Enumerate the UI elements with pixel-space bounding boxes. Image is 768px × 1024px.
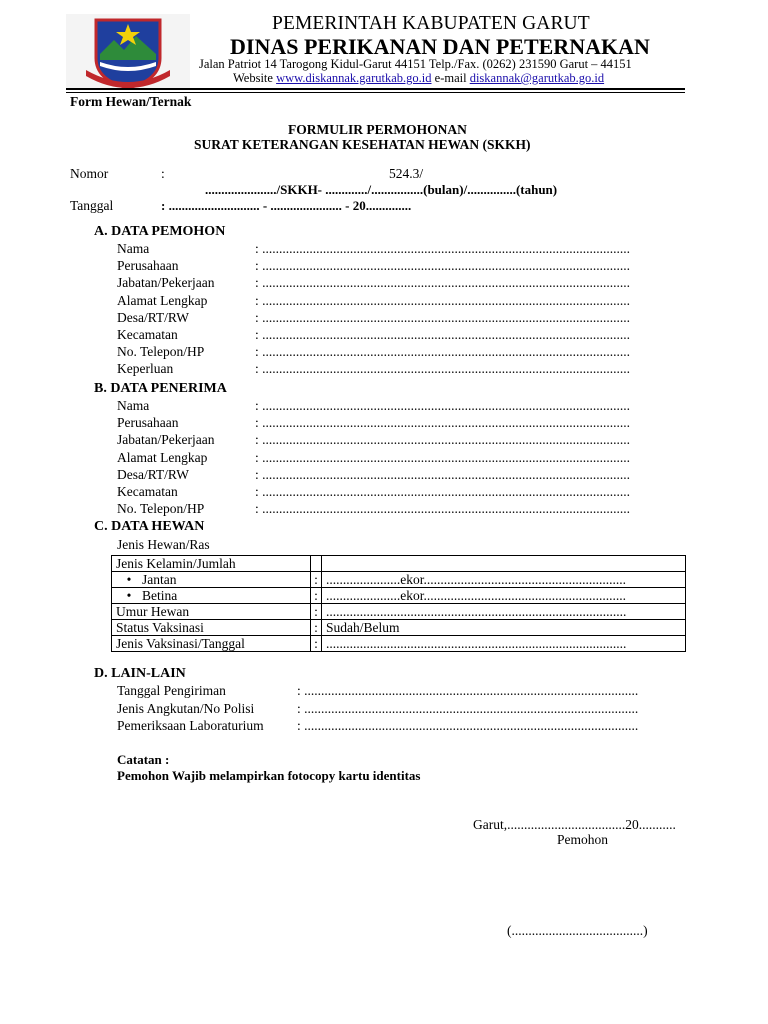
penerima-field-input[interactable]: : .............................................................................................................: [255, 449, 631, 465]
penerima-field-label: Nama: [117, 398, 150, 413]
penerima-field-label: Perusahaan: [117, 415, 179, 431]
pemohon-field-label: Desa/RT/RW: [117, 309, 189, 325]
table-row: [112, 636, 686, 652]
table-cell-label: Umur Hewan: [112, 604, 311, 620]
pemohon-field-label: Nama: [117, 241, 150, 256]
penerima-field-label: Desa/RT/RW: [117, 466, 189, 482]
penerima-field-label: Alamat Lengkap: [117, 449, 208, 465]
section-b-title: B. DATA PENERIMA: [94, 381, 227, 396]
pemohon-field-input[interactable]: : .............................................................................................................: [255, 258, 631, 274]
lain-field-input[interactable]: : ...................................................................................................: [297, 718, 639, 733]
pemohon-field-input[interactable]: : .............................................................................................................: [255, 309, 631, 325]
email-link[interactable]: diskannak@garutkab.go.id: [469, 71, 605, 85]
pemohon-field-input[interactable]: : .............................................................................................................: [255, 241, 631, 256]
pemohon-field-input[interactable]: : .............................................................................................................: [255, 327, 631, 342]
pemohon-field-input[interactable]: : .............................................................................................................: [255, 292, 631, 308]
table-cell-colon: :: [311, 604, 322, 620]
umur-hewan-field[interactable]: .........................................................................................: [322, 604, 686, 620]
table-row: [112, 604, 686, 620]
header-address: Jalan Patriot 14 Tarogong Kidul-Garut 44151 Telp./Fax. (0262) 231590 Garut – 44151: [199, 57, 632, 71]
table-cell-colon: :: [311, 636, 322, 652]
table-row: [112, 556, 686, 572]
penerima-field-label: Kecamatan: [117, 484, 178, 499]
table-row: [112, 572, 686, 588]
section-d-title: D. LAIN-LAIN: [94, 666, 186, 681]
garut-emblem-icon: [66, 14, 190, 90]
jenis-vaksinasi-field[interactable]: .........................................................................................: [322, 636, 686, 652]
tanggal-label: Tanggal: [70, 198, 114, 213]
bullet-icon: •: [126, 588, 132, 603]
lain-field-input[interactable]: : ...................................................................................................: [297, 683, 639, 698]
tanggal-field[interactable]: : ............................ - ...................... - 20..............: [161, 198, 412, 213]
penerima-field-input[interactable]: : .............................................................................................................: [255, 398, 631, 413]
header-department-name: DINAS PERIKANAN DAN PETERNAKAN: [230, 34, 650, 59]
animal-data-table: [111, 555, 686, 652]
penerima-field-input[interactable]: : .............................................................................................................: [255, 466, 631, 482]
signature-name-line[interactable]: (.......................................): [507, 923, 648, 938]
website-label: Website: [233, 71, 273, 85]
table-cell-value[interactable]: [322, 556, 686, 572]
penerima-field-input[interactable]: : .............................................................................................................: [255, 432, 631, 448]
jenis-hewan-label: Jenis Hewan/Ras: [117, 537, 210, 552]
header-government-name: PEMERINTAH KABUPATEN GARUT: [272, 13, 590, 34]
penerima-field-input[interactable]: : .............................................................................................................: [255, 501, 631, 517]
lain-field-label: Jenis Angkutan/No Polisi: [117, 700, 255, 716]
penerima-field-input[interactable]: : .............................................................................................................: [255, 415, 631, 431]
note-label: Catatan :: [117, 752, 170, 767]
penerima-field-input[interactable]: : .............................................................................................................: [255, 484, 631, 499]
section-c-title: C. DATA HEWAN: [94, 519, 205, 534]
jantan-count-field[interactable]: ......................ekor............................................................: [322, 572, 686, 588]
table-cell-label: Jenis Kelamin/Jumlah: [112, 556, 311, 572]
table-cell-label: Betina: [142, 588, 178, 603]
signature-place-date[interactable]: Garut,...................................20...........: [473, 817, 676, 832]
note-text: Pemohon Wajib melampirkan fotocopy kartu identitas: [117, 768, 421, 783]
pemohon-field-input[interactable]: : .............................................................................................................: [255, 361, 631, 377]
nomor-colon: :: [161, 166, 165, 181]
table-cell-label: Jantan: [142, 572, 177, 587]
signature-role: Pemohon: [557, 832, 609, 847]
bullet-icon: •: [126, 572, 132, 587]
nomor-code: 524.3/: [389, 166, 424, 181]
penerima-field-label: Jabatan/Pekerjaan: [117, 432, 215, 448]
form-type-label: Form Hewan/Ternak: [70, 94, 192, 109]
header-divider-thin: [66, 92, 685, 93]
form-subtitle: SURAT KETERANGAN KESEHATAN HEWAN (SKKH): [194, 137, 531, 152]
email-label: e-mail: [434, 71, 467, 85]
pemohon-field-input[interactable]: : .............................................................................................................: [255, 344, 631, 360]
table-cell-colon: :: [311, 572, 322, 588]
pemohon-field-input[interactable]: : .............................................................................................................: [255, 275, 631, 291]
status-vaksinasi-field[interactable]: Sudah/Belum: [322, 620, 686, 636]
table-cell-label: Status Vaksinasi: [112, 620, 311, 636]
header-contact: [233, 71, 604, 86]
lain-field-input[interactable]: : ...................................................................................................: [297, 700, 639, 716]
pemohon-field-label: Alamat Lengkap: [117, 292, 208, 308]
table-row: [112, 620, 686, 636]
pemohon-field-label: Perusahaan: [117, 258, 179, 274]
lain-field-label: Tanggal Pengiriman: [117, 683, 226, 698]
lain-field-label: Pemeriksaan Laboraturium: [117, 718, 264, 733]
pemohon-field-label: Kecamatan: [117, 327, 178, 342]
table-cell-label: Jenis Vaksinasi/Tanggal: [112, 636, 311, 652]
penerima-field-label: No. Telepon/HP: [117, 501, 205, 517]
pemohon-field-label: Jabatan/Pekerjaan: [117, 275, 215, 291]
form-title: FORMULIR PERMOHONAN: [288, 122, 467, 137]
table-cell-colon: :: [311, 588, 322, 604]
table-row: [112, 588, 686, 604]
table-cell-colon: [311, 556, 322, 572]
table-cell-colon: :: [311, 620, 322, 636]
pemohon-field-label: Keperluan: [117, 361, 174, 377]
pemohon-field-label: No. Telepon/HP: [117, 344, 205, 360]
website-link[interactable]: www.diskannak.garutkab.go.id: [276, 71, 432, 85]
nomor-field[interactable]: ....................../SKKH- ............./................(bulan)/...............(tahun): [205, 182, 558, 197]
betina-count-field[interactable]: ......................ekor............................................................: [322, 588, 686, 604]
government-logo: [66, 14, 190, 90]
section-a-title: A. DATA PEMOHON: [94, 224, 226, 239]
header-divider-thick: [66, 88, 685, 90]
nomor-label: Nomor: [70, 166, 109, 181]
